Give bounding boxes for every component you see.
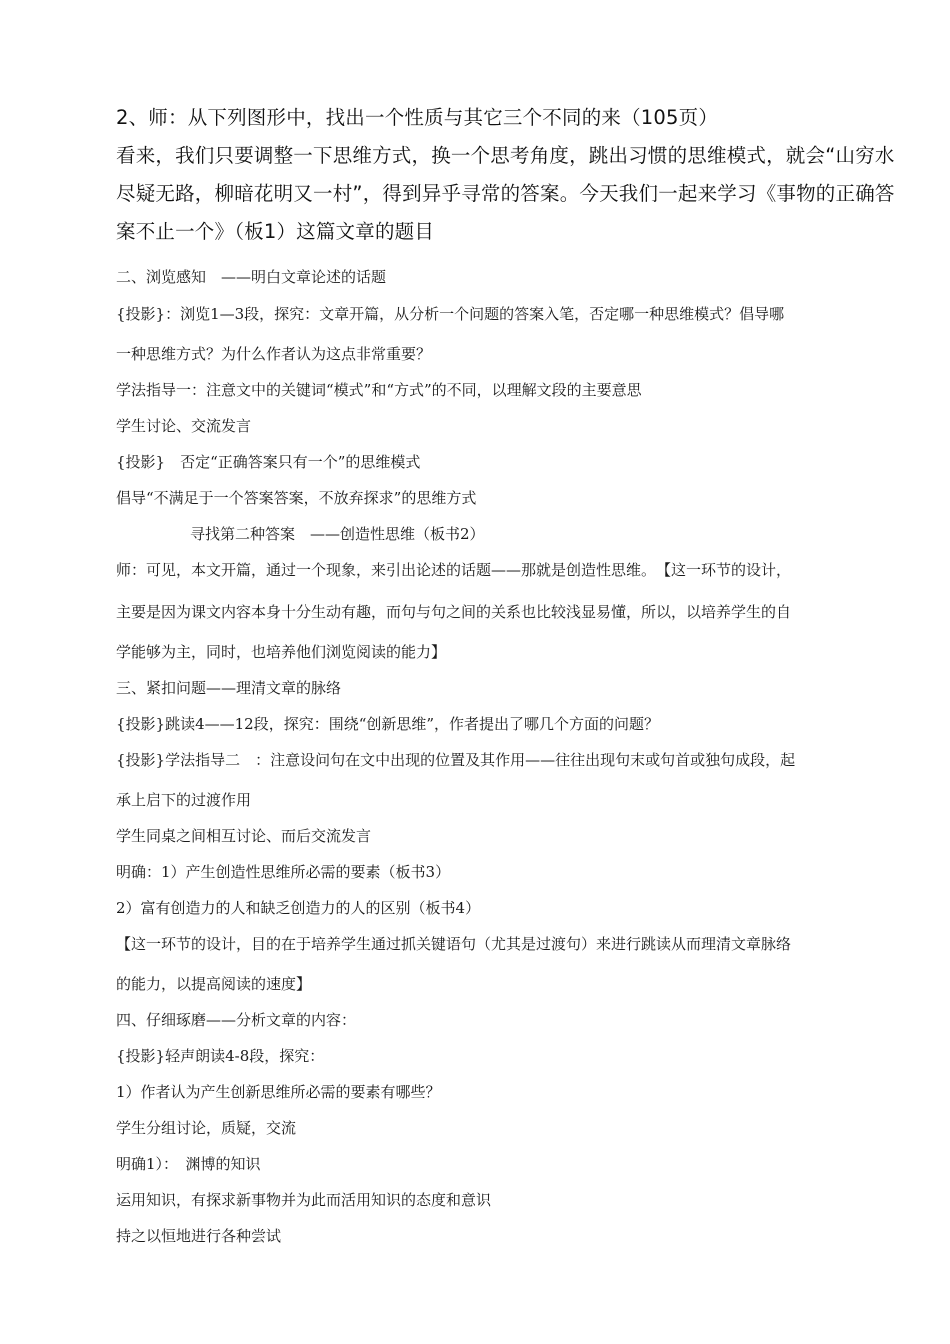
intro-paragraph-line-1: 看来，我们只要调整一下思维方式，换一个思考角度，跳出习惯的思维模式，就会“山穷水 (116, 144, 895, 167)
study-guide-1: 学法指导一：注意文中的关键词“模式”和“方式”的不同，以理解文段的主要意思 (116, 381, 642, 399)
persistent-trying: 持之以恒地进行各种尝试 (116, 1227, 282, 1245)
projection-skim: {投影}跳读4——12段，探究：围绕“创新思维”，作者提出了哪几个方面的问题？ (116, 715, 660, 733)
design-note-line-1: 【这一环节的设计，目的在于培养学生通过抓关键语句（尤其是过渡句）来进行跳读从而理清文章脉络 (116, 935, 792, 953)
section-heading-4: 四、仔细琢磨——分析文章的内容： (116, 1011, 357, 1029)
intro-paragraph-line-3: 案不止一个》（板1）这篇文章的题目 (116, 220, 435, 243)
projection-advocate: 倡导“不满足于一个答案答案，不放弃探求”的思维方式 (116, 489, 477, 507)
clarify-1: 明确1）： 渊博的知识 (116, 1155, 261, 1173)
apply-knowledge: 运用知识，有探求新事物并为此而活用知识的态度和意识 (116, 1191, 492, 1209)
projection-line-2: 一种思维方式？为什么作者认为这点非常重要？ (116, 345, 432, 363)
section-heading-3: 三、紧扣问题——理清文章的脉络 (116, 679, 342, 697)
teacher-summary-line-1: 师：可见，本文开篇，通过一个现象，来引出论述的话题——那就是创造性思维。 【这一环节的设计， (116, 561, 792, 579)
study-guide-2-line-2: 承上启下的过渡作用 (116, 791, 252, 809)
section-heading-2: 二、浏览感知 ——明白文章论述的话题 (116, 268, 387, 286)
teacher-summary-line-2: 主要是因为课文内容本身十分生动有趣，而句与句之间的关系也比较浅显易懂，所以，以培养学生的自 (116, 603, 792, 621)
design-note-line-2: 的能力，以提高阅读的速度】 (116, 975, 312, 993)
teacher-question-line: 2、师：从下列图形中，找出一个性质与其它三个不同的来（105页） (116, 106, 719, 129)
student-discussion: 学生讨论、交流发言 (116, 417, 252, 435)
projection-read-aloud: {投影}轻声朗读4-8段，探究： (116, 1047, 325, 1065)
clarify-point-1: 明确：1）产生创造性思维所必需的要素（板书3） (116, 863, 451, 881)
teacher-summary-line-3: 学能够为主，同时，也培养他们浏览阅读的能力】 (116, 643, 447, 661)
desk-mate-discussion: 学生同桌之间相互讨论、而后交流发言 (116, 827, 372, 845)
intro-paragraph-line-2: 尽疑无路，柳暗花明又一村”，得到异乎寻常的答案。今天我们一起来学习《事物的正确答 (116, 182, 895, 205)
board-note-2: 寻找第二种答案 ——创造性思维（板书2） (190, 525, 485, 543)
clarify-point-2: 2）富有创造力的人和缺乏创造力的人的区别（板书4） (116, 899, 481, 917)
study-guide-2-line-1: {投影}学法指导二 ：注意设问句在文中出现的位置及其作用——往往出现句末或句首或独句成段，起 (116, 751, 796, 769)
projection-negate: {投影} 否定“正确答案只有一个”的思维模式 (116, 453, 421, 471)
projection-line-1: {投影}：浏览1—3段，探究：文章开篇，从分析一个问题的答案入笔，否定哪一种思维模式？倡导哪 (116, 305, 785, 323)
question-1: 1）作者认为产生创新思维所必需的要素有哪些？ (116, 1083, 441, 1101)
group-discussion: 学生分组讨论，质疑，交流 (116, 1119, 297, 1137)
